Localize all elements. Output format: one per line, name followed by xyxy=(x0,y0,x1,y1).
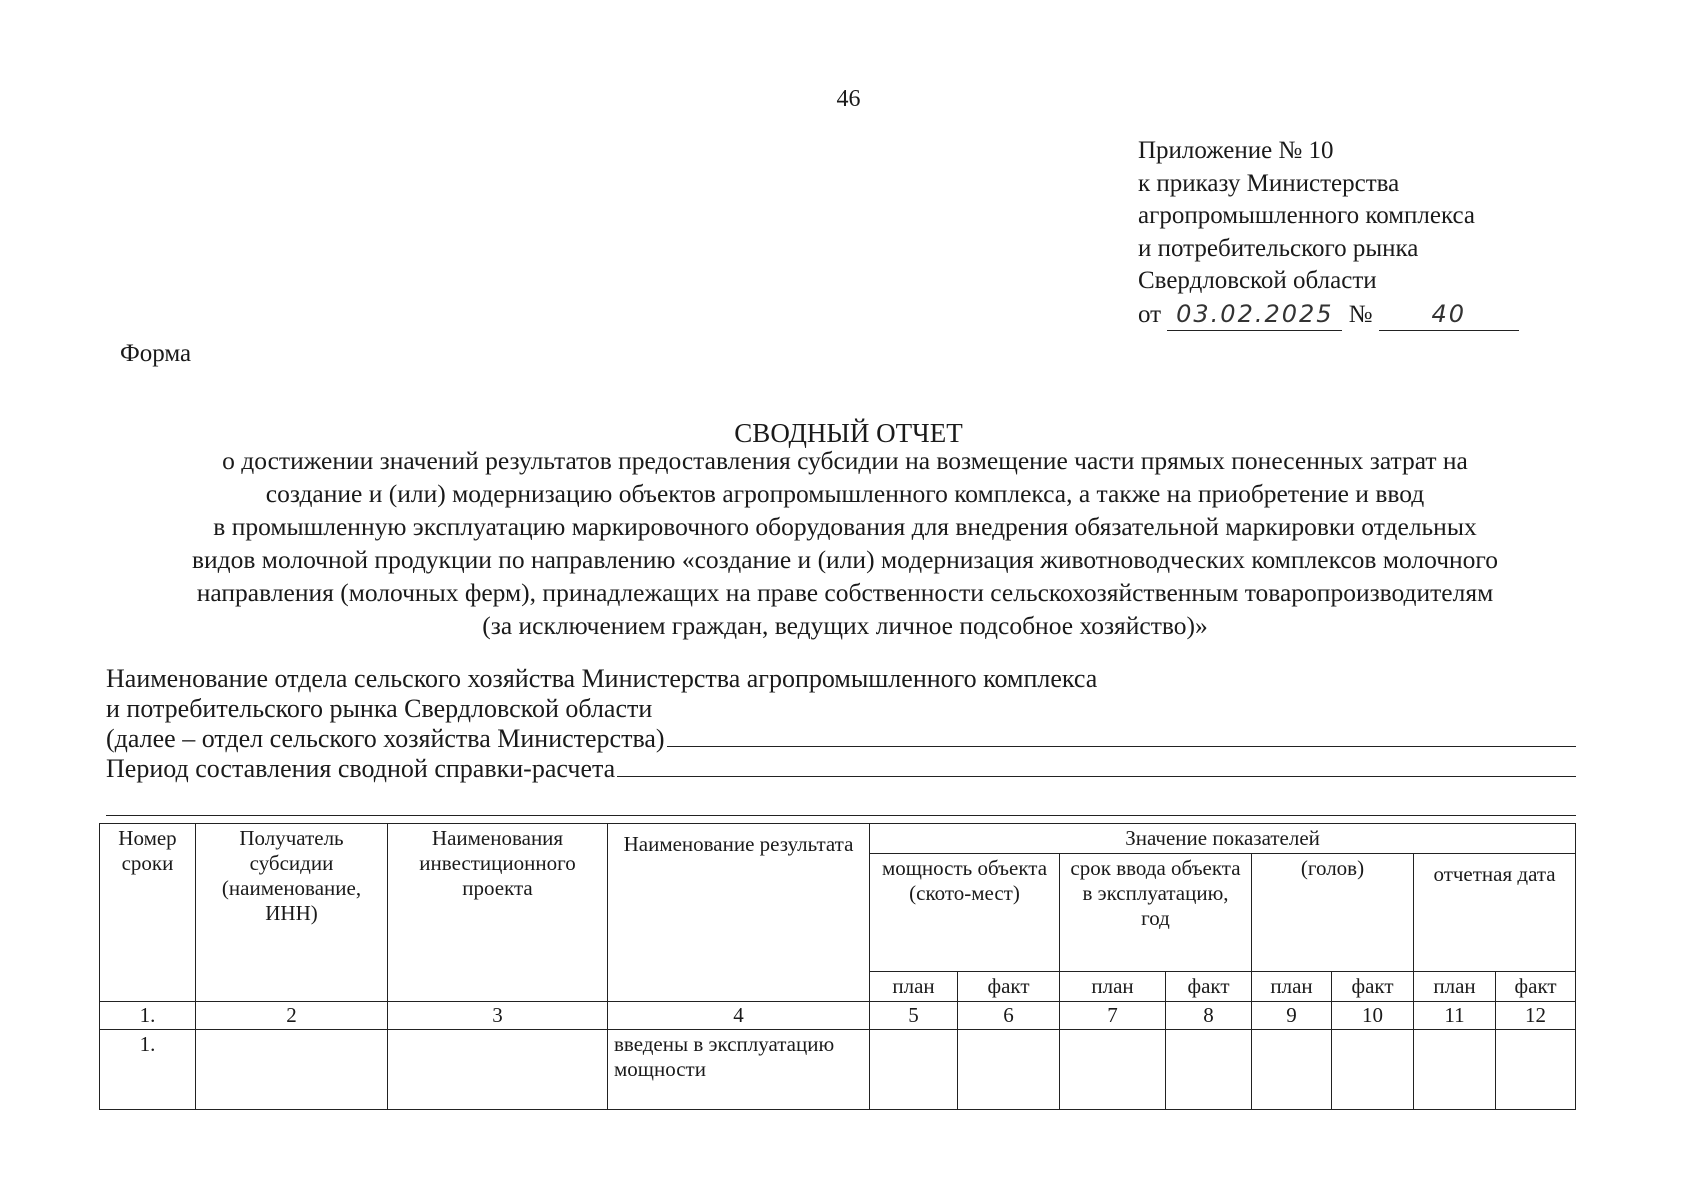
department-name-label: Наименование отдела сельского хозяйства Министерства агропромышленного комплекса xyxy=(106,664,1098,693)
subtitle-line: о достижении значений результатов предоставления субсидии на возмещение части прямых понесенных затрат на xyxy=(222,446,1468,475)
report-table xyxy=(99,823,1576,1110)
value-cell xyxy=(870,1030,958,1110)
document-title: СВОДНЫЙ ОТЧЕТ xyxy=(734,418,963,448)
table-row xyxy=(100,1030,1576,1110)
blank-fill-line xyxy=(106,815,1576,816)
value-cell xyxy=(1496,1030,1576,1110)
header-report-date: отчетная дата xyxy=(1414,854,1576,972)
appendix-line: агропромышленного комплекса xyxy=(1138,202,1476,229)
department-fill-line xyxy=(667,745,1576,747)
header-project: Наименования инвестиционного проекта xyxy=(388,824,608,1002)
column-number: 10 xyxy=(1332,1002,1414,1030)
number-label: № xyxy=(1348,300,1373,328)
department-line xyxy=(106,724,1576,754)
period-label: Период составления сводной справки-расчета xyxy=(106,754,616,783)
value-cell xyxy=(1414,1030,1496,1110)
appendix-line: к приказу Министерства xyxy=(1138,169,1400,197)
department-line xyxy=(106,664,1576,694)
result-cell: введены в эксплуатацию мощности xyxy=(608,1030,870,1110)
table-header-row xyxy=(100,824,1576,854)
from-label: от xyxy=(1138,300,1162,328)
header-fact: факт xyxy=(958,972,1060,1002)
header-plan: план xyxy=(870,972,958,1002)
column-number: 4 xyxy=(608,1002,870,1030)
header-capacity: мощность объекта (ското-мест) xyxy=(870,854,1060,972)
header-recipient: Получатель субсидии (наименование, ИНН) xyxy=(196,824,388,1002)
column-number: 5 xyxy=(870,1002,958,1030)
value-cell xyxy=(958,1030,1060,1110)
project-cell xyxy=(388,1030,608,1110)
subtitle-line: в промышленную эксплуатацию маркировочного оборудования для внедрения обязательной маркировки отдельных xyxy=(213,512,1477,541)
column-number: 7 xyxy=(1060,1002,1166,1030)
column-number: 3 xyxy=(388,1002,608,1030)
value-cell xyxy=(1252,1030,1332,1110)
value-cell xyxy=(1060,1030,1166,1110)
value-cell xyxy=(1332,1030,1414,1110)
appendix-line: Свердловской области xyxy=(1138,267,1377,294)
header-fact: факт xyxy=(1332,972,1414,1002)
header-plan: план xyxy=(1060,972,1166,1002)
column-number: 2 xyxy=(196,1002,388,1030)
header-plan: план xyxy=(1414,972,1496,1002)
order-signature-row xyxy=(1138,298,1519,332)
column-number-row xyxy=(100,1002,1576,1030)
appendix-block xyxy=(1138,135,1519,331)
period-fill-line xyxy=(617,775,1576,777)
header-heads: (голов) xyxy=(1252,854,1414,972)
header-result: Наименование результата xyxy=(608,824,870,1002)
subtitle-line: создание и (или) модернизацию объектов агропромышленного комплекса, а также на приобретение и ввод xyxy=(265,479,1425,508)
header-plan: план xyxy=(1252,972,1332,1002)
header-fact: факт xyxy=(1166,972,1252,1002)
column-number: 11 xyxy=(1414,1002,1496,1030)
column-number: 9 xyxy=(1252,1002,1332,1030)
header-fact: факт xyxy=(1496,972,1576,1002)
column-number: 6 xyxy=(958,1002,1060,1030)
recipient-cell xyxy=(196,1030,388,1110)
period-line xyxy=(106,754,1576,784)
department-name-label-cont: и потребительского рынка Свердловской области xyxy=(106,694,653,723)
subtitle-line: видов молочной продукции по направлению «создание и (или) модернизация животноводческих комплексов молочного xyxy=(191,545,1499,574)
subtitle-line: направления (молочных ферм), принадлежащих на праве собственности сельскохозяйственным товаропроизводителям xyxy=(196,578,1494,607)
department-line xyxy=(106,694,1576,724)
form-label: Форма xyxy=(120,340,192,367)
subtitle-line: (за исключением граждан, ведущих личное подсобное хозяйство)» xyxy=(482,611,1208,640)
page-number: 46 xyxy=(836,86,861,112)
column-number: 12 xyxy=(1496,1002,1576,1030)
handwritten-date: 03.02.2025 xyxy=(1167,298,1342,332)
header-indicators: Значение показателей xyxy=(870,824,1576,854)
header-row-number: Номер сроки xyxy=(100,824,196,1002)
appendix-line: и потребительского рынка xyxy=(1138,234,1419,262)
column-number: 1. xyxy=(100,1002,196,1030)
appendix-line: Приложение № 10 xyxy=(1138,137,1334,164)
handwritten-number: 40 xyxy=(1379,298,1519,332)
department-short-label: (далее – отдел сельского хозяйства Министерства) xyxy=(106,724,665,753)
department-block xyxy=(106,664,1576,784)
header-commissioning: срок ввода объекта в эксплуатацию, год xyxy=(1060,854,1252,972)
value-cell xyxy=(1166,1030,1252,1110)
column-number: 8 xyxy=(1166,1002,1252,1030)
document-subtitle xyxy=(110,444,1580,642)
row-number-cell: 1. xyxy=(100,1030,196,1110)
